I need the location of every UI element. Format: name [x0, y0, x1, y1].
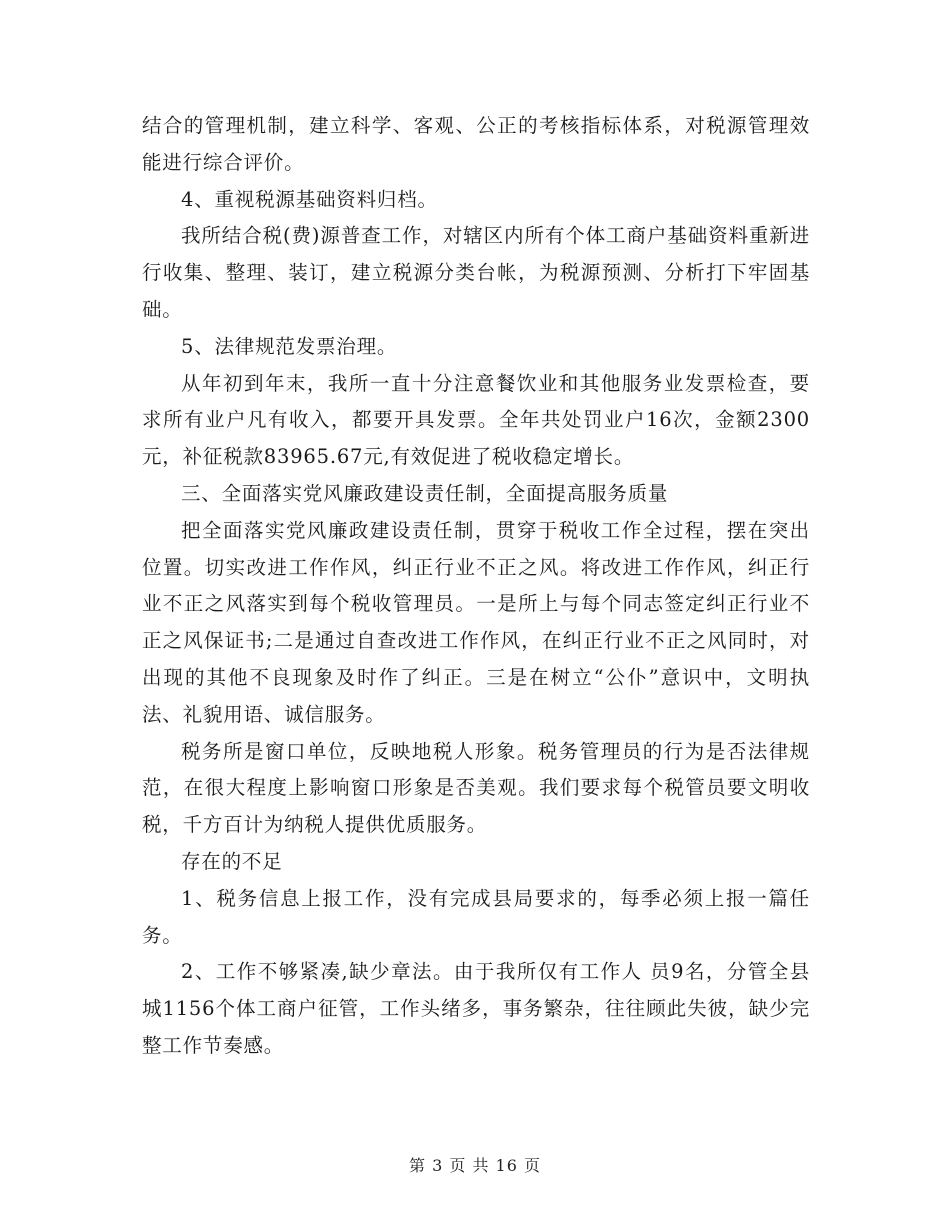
paragraph-1: 结合的管理机制，建立科学、客观、公正的考核指标体系，对税源管理效能进行综合评价。 — [142, 114, 810, 174]
paragraph-3: 我所结合税(费)源普查工作，对辖区内所有个体工商户基础资料重新进行收集、整理、装订，建立税源分类台帐，为税源预测、分析打下牢固基础。 — [142, 224, 810, 321]
subheading-shortcomings: 存在的不足 — [181, 849, 283, 873]
paragraph-5: 从年初到年末，我所一直十分注意餐饮业和其他服务业发票检查，要求所有业户凡有收入，都要开具发票。全年共处罚业户16次，金额2300元，补征税款83965.67元,有效促进了税收稳定增长。 — [142, 371, 810, 469]
paragraph-8: 税务所是窗口单位，反映地税人形象。税务管理员的行为是否法律规范，在很大程度上影响窗口形象是否美观。我们要求每个税管员要文明收税，千方百计为纳税人提供优质服务。 — [142, 739, 810, 837]
paragraph-7: 把全面落实党风廉政建设责任制，贯穿于税收工作全过程，摆在突出位置。切实改进工作作风，纠正行业不正之风。将改进工作作风，纠正行业不正之风落实到每个税收管理员。一是所上与每个同志签定纠正行业不正之风保证书;二是通过自查改进工作作风，在纠正行业不正之风同时，对出现的其他不良现象及时作了纠正。三是在树立“公仆”意识中，文明执法、礼貌用语、诚信服务。 — [142, 518, 810, 726]
paragraph-10: 1、税务信息上报工作，没有完成县局要求的，每季必须上报一篇任务。 — [142, 886, 810, 947]
page-number-footer: 第 3 页 共 16 页 — [409, 1156, 541, 1175]
section-heading: 三、全面落实党风廉政建设责任制，全面提高服务质量 — [181, 481, 669, 505]
paragraph-2: 4、重视税源基础资料归档。 — [181, 187, 438, 211]
paragraph-11: 2、工作不够紧凑,缺少章法。由于我所仅有工作人 员9名，分管全县城1156个体工商户征管，工作头绪多，事务繁杂，往往顾此失彼，缺少完整工作节奏感。 — [142, 960, 810, 1057]
paragraph-4: 5、法律规范发票治理。 — [181, 334, 398, 358]
document-body — [142, 108, 810, 1065]
